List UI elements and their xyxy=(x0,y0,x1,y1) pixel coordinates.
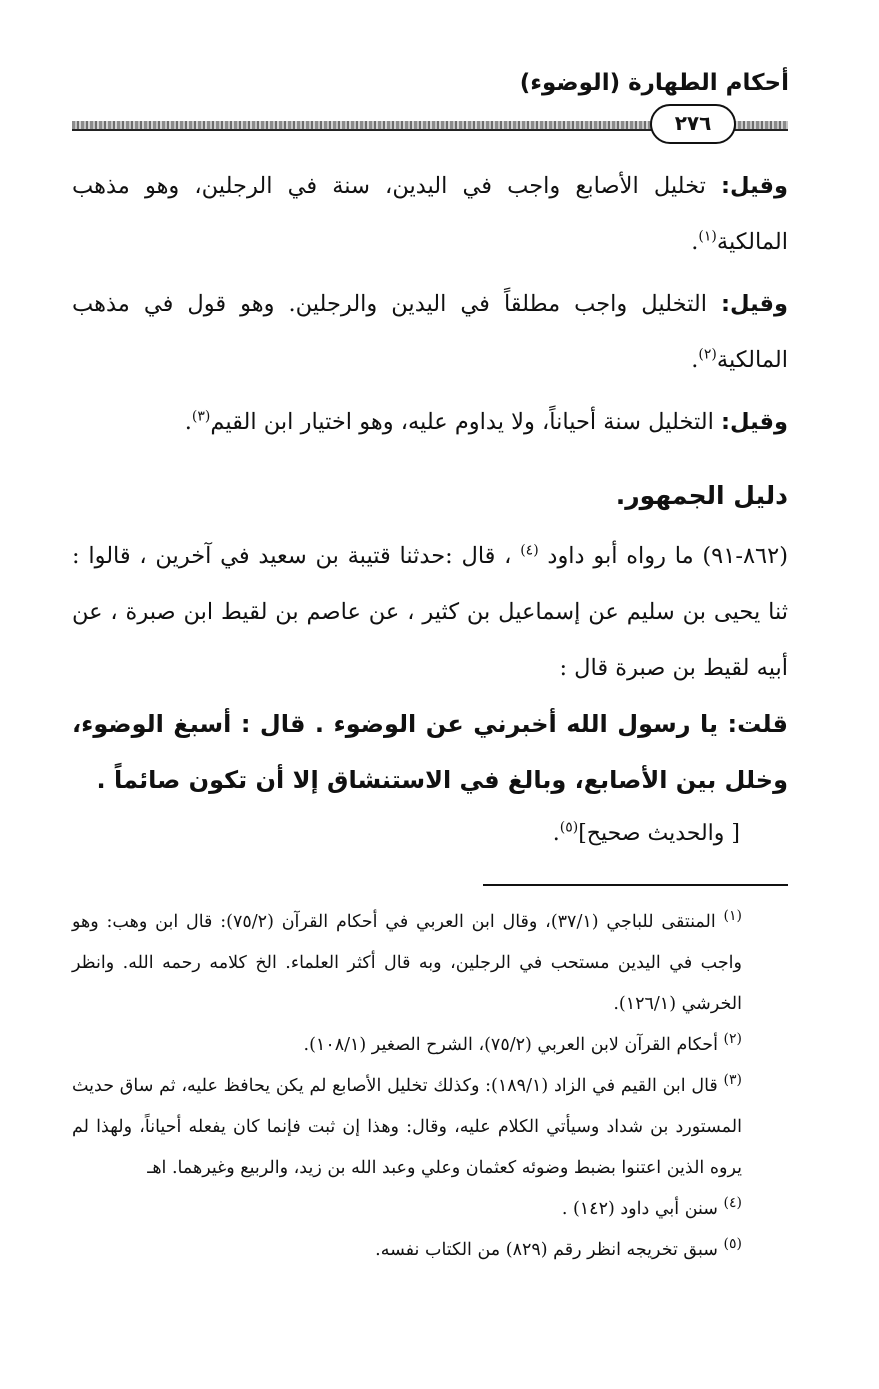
period: . xyxy=(691,347,699,373)
footnote-1 xyxy=(72,902,788,1025)
narration-paragraph xyxy=(72,528,788,696)
footnotes xyxy=(72,902,788,1271)
footnote-ref: (٥) xyxy=(559,819,579,836)
footnote-ref: (٢) xyxy=(698,346,717,363)
period: . xyxy=(691,229,699,255)
opinion-paragraph-1 xyxy=(72,158,788,270)
hadith-grading xyxy=(72,808,788,860)
section-heading: دليل الجمهور. xyxy=(615,481,788,510)
hadith-text: قلت: يا رسول الله أخبرني عن الوضوء . قال : أسبغ الوضوء، وخلل بين الأصابع، وبالغ في الاستنشاق إلا أن تكون صائماً . xyxy=(72,710,788,794)
footnote-marker: (٣) xyxy=(723,1072,742,1089)
opinion-paragraph-3 xyxy=(72,394,788,450)
footnote-text: سنن أبي داود (١٤٢) . xyxy=(561,1199,724,1219)
opinion-lead: وقيل: xyxy=(721,409,788,435)
footnote-5 xyxy=(72,1230,788,1271)
footnote-ref: (١) xyxy=(698,228,717,245)
footnote-marker: (٢) xyxy=(723,1031,742,1048)
footnote-text: المنتقى للباجي (٣٧/١)، وقال ابن العربي في أحكام القرآن (٧٥/٢): قال ابن وهب: وهو واجب في اليدين مستحب في الرجلين، وبه قال أكثر العلماء. الخ كلامه رحمه الله. وانظر الخرشي (١٢٦/١). xyxy=(72,912,742,1014)
footnote-text: قال ابن القيم في الزاد (١٨٩/١): وكذلك تخليل الأصابع لم يكن يحافظ عليه، ثم ساق حديث المستورد بن شداد وسيأتي الكلام عليه، وقال: وهذا إن ثبت فإنما كان يفعله أحياناً، ولهذا لم يروه الذين اعتنوا بضبط وضوئه كعثمان وعلي وعبد الله بن زيد، والربيع وغيرهما. اهـ xyxy=(72,1076,742,1178)
opinion-text: التخليل واجب مطلقاً في اليدين والرجلين. وهو قول في مذهب المالكية xyxy=(72,291,788,373)
footnote-marker: (٥) xyxy=(723,1236,742,1253)
footnote-4 xyxy=(72,1189,788,1230)
footnote-text: أحكام القرآن لابن العربي (٧٥/٢)، الشرح الصغير (١٠٨/١). xyxy=(303,1035,724,1055)
footnote-ref: (٣) xyxy=(191,408,211,425)
opinion-lead: وقيل: xyxy=(721,291,788,317)
period: . xyxy=(552,821,560,846)
grading-text: [ والحديث صحيح] xyxy=(578,821,740,846)
opinion-paragraph-2 xyxy=(72,276,788,388)
opinion-text: التخليل سنة أحياناً، ولا يداوم عليه، وهو اختيار ابن القيم xyxy=(210,409,722,435)
opinion-text: تخليل الأصابع واجب في اليدين، سنة في الرجلين، وهو مذهب المالكية xyxy=(72,173,788,255)
footnote-3 xyxy=(72,1066,788,1189)
footnote-ref: (٤) xyxy=(520,542,539,559)
footnote-marker: (١) xyxy=(723,908,742,925)
opinion-lead: وقيل: xyxy=(721,173,788,199)
narration-rest: ، قال :حدثنا قتيبة بن سعيد في آخرين ، قالوا : ثنا يحيى بن سليم عن إسماعيل بن كثير ، عن عاصم بن لقيط ابن صبرة ، عن أبيه لقيط بن صبرة قال : xyxy=(72,543,788,681)
main-text xyxy=(72,158,788,860)
footnote-text: سبق تخريجه انظر رقم (٨٢٩) من الكتاب نفسه. xyxy=(375,1240,724,1260)
footnote-2 xyxy=(72,1025,788,1066)
narration-text: (٨٦٢-٩١) ما رواه أبو داود xyxy=(538,543,788,569)
footnote-marker: (٤) xyxy=(723,1195,742,1212)
footnote-separator xyxy=(483,884,788,886)
period: . xyxy=(184,409,192,435)
running-title: أحكام الطهارة (الوضوء) xyxy=(519,70,789,96)
page-number: ٢٧٦ xyxy=(650,104,736,144)
